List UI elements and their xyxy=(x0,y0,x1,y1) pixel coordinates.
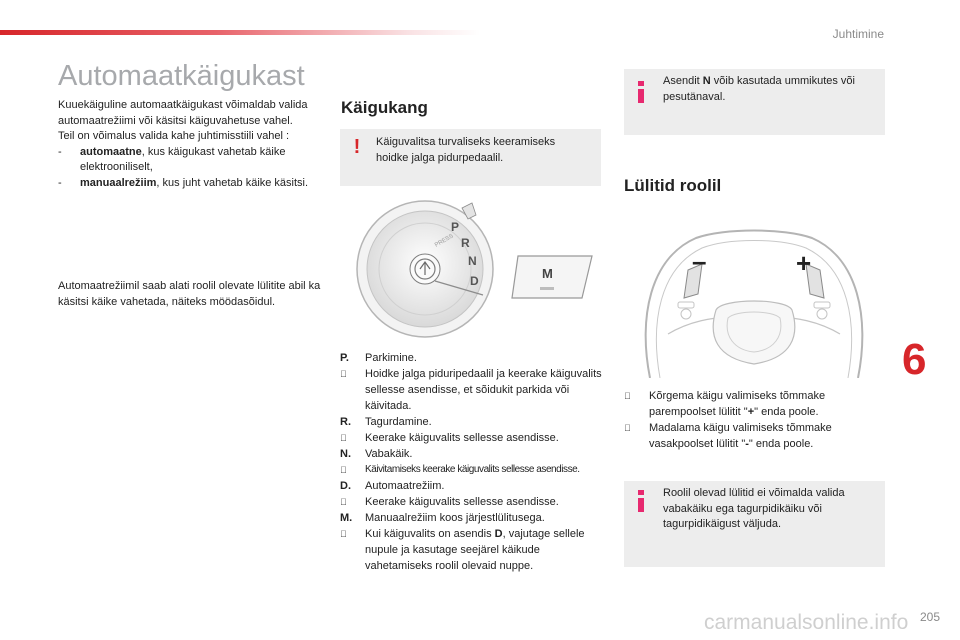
press-stamp: PRESS xyxy=(434,233,455,249)
list-item: Madalama käigu valimiseks tõmmake vasakpoolset lülitit "-" enda poole. xyxy=(624,420,884,452)
steering-wheel-hub xyxy=(713,301,795,364)
arrow-bullet-icon xyxy=(340,366,365,414)
list-item: - manuaalrežiim, kus juht vahetab käike käsitsi. xyxy=(58,176,309,189)
paddle-instructions xyxy=(624,388,884,452)
arrow-bullet-icon xyxy=(340,430,365,446)
info-box-neutral xyxy=(624,69,885,135)
legend-row: R. Tagurdamine. xyxy=(340,416,432,428)
downshift-minus-label: – xyxy=(692,246,707,276)
legend-row: P. Parkimine. xyxy=(340,352,417,364)
legend-row: M. Manuaalrežiim koos järjestlülitusega. xyxy=(340,512,545,524)
intro-text xyxy=(58,98,328,191)
gear-letter-p: P xyxy=(451,220,460,234)
legend-row: Keerake käiguvalits sellesse asendisse. xyxy=(340,430,608,446)
info-text-neutral: Asendit N võib kasutada ummikutes või pesutänaval. xyxy=(663,75,855,103)
chapter-number: 6 xyxy=(902,335,927,384)
arrow-bullet-icon xyxy=(340,494,365,510)
legend-row: Hoidke jalga piduripedaalil ja keerake käiguvalits sellesse asendisse, et sõidukit parkida või käivitada. xyxy=(340,366,608,414)
info-box-paddles xyxy=(624,481,885,567)
legend-row: D. Automaatrežiim. xyxy=(340,480,445,492)
section-title-kaigukang: Käigukang xyxy=(341,98,428,117)
gear-letter-d: D xyxy=(470,274,479,288)
warning-icon: ! xyxy=(353,136,361,158)
header-accent-bar xyxy=(0,30,480,35)
legend-row: N. Vabakäik. xyxy=(340,448,413,460)
page-title: Automaatkäigukast xyxy=(58,60,305,92)
legend-row: Keerake käiguvalits sellesse asendisse. xyxy=(340,494,608,510)
info-text-paddles: Roolil olevad lülitid ei võimalda valida vabakäiku ega tagurpidikäiku või tagurpidikäigust väljuda. xyxy=(663,487,845,530)
gear-letter-r: R xyxy=(461,236,470,250)
info-icon xyxy=(638,490,644,512)
manual-mode-label: M xyxy=(542,266,553,281)
gear-letter-n: N xyxy=(468,254,477,268)
arrow-bullet-icon xyxy=(624,420,649,452)
info-icon xyxy=(638,81,644,103)
warning-text: Käiguvalitsa turvaliseks keeramiseks hoidke jalga pidurpedaalil. xyxy=(376,136,556,164)
section-title-lulitid: Lülitid roolil xyxy=(624,176,722,195)
section-header: Juhtimine xyxy=(832,27,884,41)
legend-row: Kui käiguvalits on asendis D, vajutage sellele nupule ja kasutage seejärel käikude vahetamiseks roolil olevaid nuppe. xyxy=(340,526,608,574)
arrow-bullet-icon xyxy=(340,462,365,478)
steering-wheel-illustration xyxy=(624,218,884,378)
page-number: 205 xyxy=(919,610,940,624)
gear-legend xyxy=(340,350,608,574)
arrow-bullet-icon xyxy=(624,388,649,420)
watermark: carmanualsonline.info xyxy=(704,611,909,634)
intro-paragraph: Kuuekäiguline automaatkäigukast võimaldab valida automaatrežiimi või käsitsi käiguvahetuse vahel. xyxy=(58,99,308,127)
legend-row: Käivitamiseks keerake käiguvalits sellesse asendisse. xyxy=(340,462,608,478)
arrow-bullet-icon xyxy=(340,526,365,574)
intro-choice-text: Teil on võimalus valida kahe juhtimisstiili vahel : xyxy=(58,130,290,142)
warning-box xyxy=(340,129,601,186)
gear-selector-illustration xyxy=(340,195,600,340)
automatic-mode-paragraph: Automaatrežiimil saab alati roolil olevate lülitite abil ka käsitsi käike vahetada, näiteks möödasõidul. xyxy=(58,280,321,308)
upshift-plus-label: + xyxy=(796,248,812,278)
list-item: - automaatne, kus käigukast vahetab käike elektrooniliselt, xyxy=(58,145,286,173)
list-item: Kõrgema käigu valimiseks tõmmake parempoolset lülitit "+" enda poole. xyxy=(624,388,884,420)
